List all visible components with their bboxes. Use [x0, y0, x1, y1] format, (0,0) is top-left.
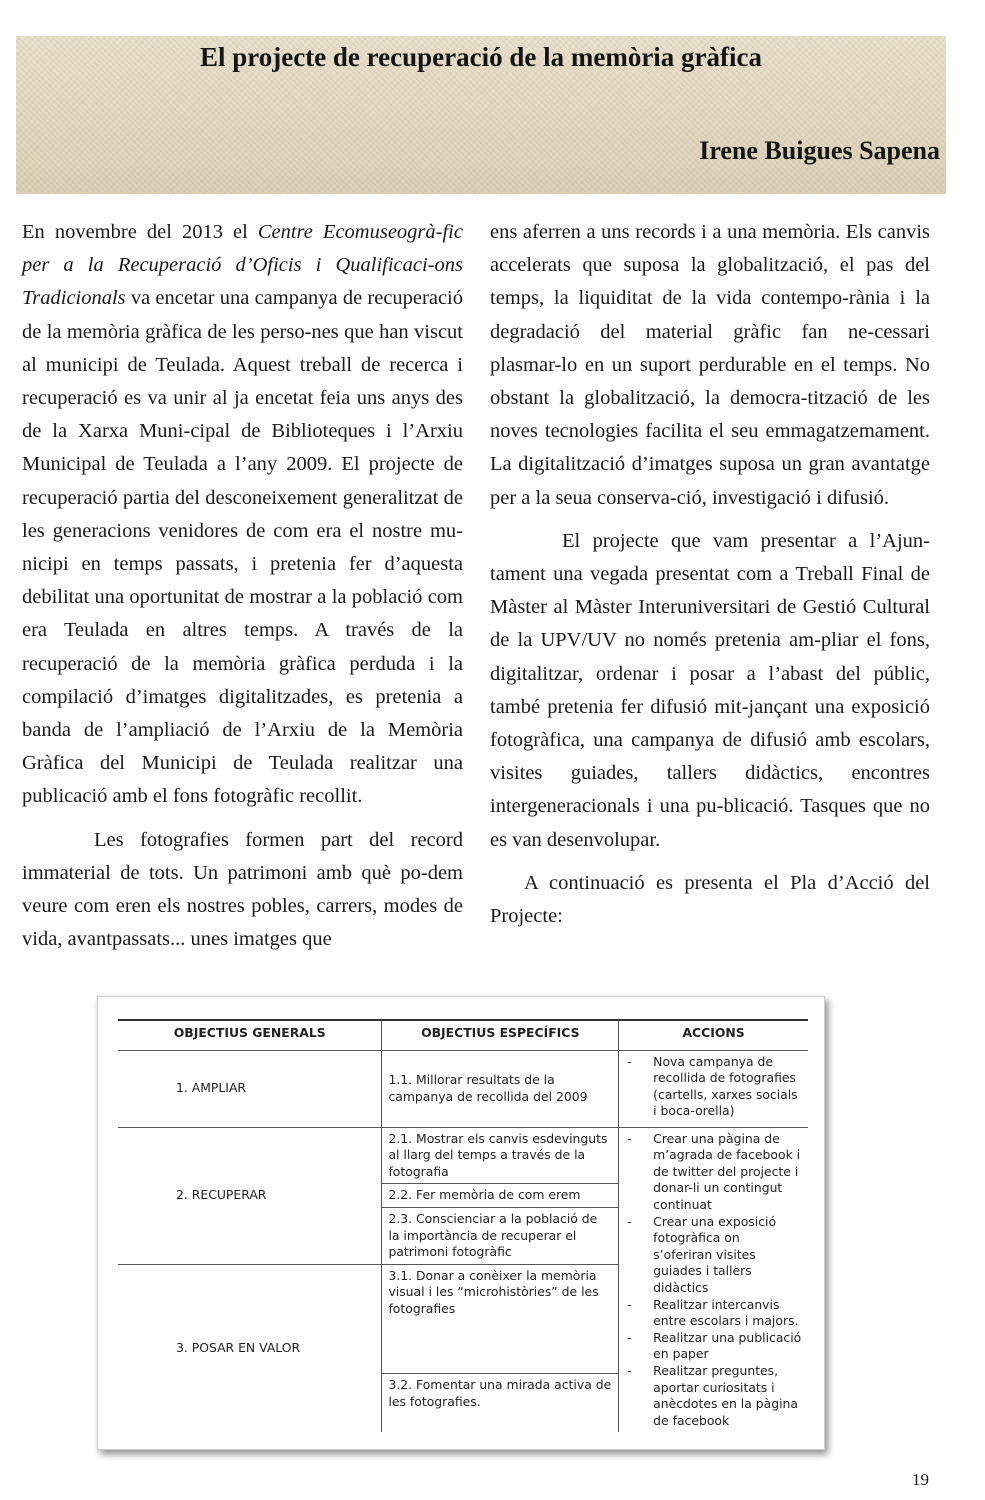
action-plan-figure	[97, 996, 825, 1450]
action-item: - Realitzar intercanvis entre escolars i majors.	[625, 1297, 802, 1330]
table-header-row	[118, 1020, 808, 1050]
left-column	[22, 216, 463, 956]
column-header: ACCIONS	[619, 1020, 808, 1050]
actions-cell	[619, 1127, 808, 1432]
action-item: - Crear una exposició fotogràfica on s’oferiran visites guiades i tallers didàctics	[625, 1214, 802, 1297]
column-header: OBJECTIUS ESPECÍFICS	[382, 1020, 619, 1050]
right-column	[490, 216, 930, 933]
general-objective: 3. POSAR EN VALOR	[118, 1264, 382, 1432]
general-objective: 1. AMPLIAR	[176, 1080, 247, 1096]
text-span: va encetar una campanya de recuperació de la memòria gràfica de les perso-nes que han viscut al municipi de Teulada. Aquest treball de recerca i recuperació es va unir al ja encetat feia uns anys des de la Xarxa Muni-cipal de Biblioteques i l’Arxiu Municipal de Teulada a l’any 2009. El projecte de recuperació partia del desconeixement generalitzat de les generacions venidores de com era el nostre mu-nicipi en temps passats, i pretenia fer d’aquesta debilitat una oportunitat de mostrar a la població com era Teulada en altres temps. A través de la recuperació de la memòria gràfica perduda i la compilació d’imatges digitalitzades, es pretenia a banda de l’ampliació de l’Arxiu de la Memòria Gràfica del Municipi de Teulada realitzar una publicació amb el fons fotogràfic recollit.	[22, 287, 463, 808]
article-author: Irene Buigues Sapena	[699, 136, 940, 165]
paragraph: Les fotografies formen part del record immaterial de tots. Un patrimoni amb què po-dem veure com eren els nostres pobles, carrers, modes de vida, avantpassats... unes imatges que	[22, 828, 463, 951]
specific-objective: 2.3. Conscienciar a la població de la importància de recuperar el patrimoni fotogràfic	[382, 1207, 619, 1264]
action-plan-table	[118, 1019, 808, 1432]
column-header: OBJECTIUS GENERALS	[118, 1020, 382, 1050]
table-row	[118, 1127, 808, 1184]
paragraph: El projecte que vam presentar a l’Ajun-tament una vegada presentat com a Treball Final de Màster al Màster Interuniversitari de Gestió Cultural de la UPV/UV no només pretenia am-pliar el fons, digitalitzar, ordenar i posar a l’abast del públic, també pretenia fer difusió mit-jançant una exposició fotogràfica, una campanya de difusió amb escolars, visites guiades, tallers didàctics, encontres intergeneracionals i una pu-blicació. Tasques que no es van desenvolupar.	[490, 529, 930, 851]
paragraph	[22, 216, 463, 814]
general-objective: 2. RECUPERAR	[118, 1127, 382, 1264]
action-item: - Realitzar preguntes, aportar curiositats i anècdotes en la pàgina de facebook	[625, 1363, 802, 1429]
article-title: El projecte de recuperació de la memòria gràfica	[199, 42, 763, 72]
table-row	[118, 1050, 808, 1127]
action-item: - Nova campanya de recollida de fotografies (cartells, xarxes socials i boca-orella)	[625, 1054, 802, 1120]
title-banner	[16, 36, 946, 194]
specific-objective: 1.1. Millorar resultats de la campanya de recollida del 2009	[382, 1050, 619, 1127]
paragraph: A continuació es presenta el Pla d’Acció del Projecte:	[490, 871, 930, 928]
centre-name: Centre Ecomuseogrà-fic per a la Recuperació d’Oficis i Qualificaci-ons Tradicionals	[22, 221, 463, 310]
specific-objective: 3.2. Fomentar una mirada activa de les fotografies.	[382, 1374, 619, 1433]
specific-objective: 3.1. Donar a conèixer la memòria visual i les “microhistòries” de les fotografies	[382, 1264, 619, 1374]
specific-objective: 2.1. Mostrar els canvis esdevinguts al llarg del temps a través de la fotografia	[382, 1127, 619, 1184]
action-item: - Crear una pàgina de m’agrada de facebook i de twitter del projecte i donar-li un contingut continuat	[625, 1131, 802, 1214]
actions-cell	[619, 1050, 808, 1127]
text-span: En novembre del 2013 el	[22, 221, 258, 243]
specific-objective: 2.2. Fer memòria de com erem	[382, 1184, 619, 1208]
action-item: - Realitzar una publicació en paper	[625, 1330, 802, 1363]
page-number: 19	[912, 1470, 929, 1489]
paragraph: ens aferren a uns records i a una memòria. Els canvis accelerats que suposa la globalització, el pas del temps, la liquiditat de la vida contempo-rània i la degradació del material gràfic fan ne-cessari plasmar-lo en un suport perdurable en el temps. No obstant la globalització, la democra-tització de les noves tecnologies facilita el seu emmagatzemament. La digitalització d’imatges suposa un gran avantatge per a la seua conserva-ció, investigació i difusió.	[490, 221, 930, 509]
